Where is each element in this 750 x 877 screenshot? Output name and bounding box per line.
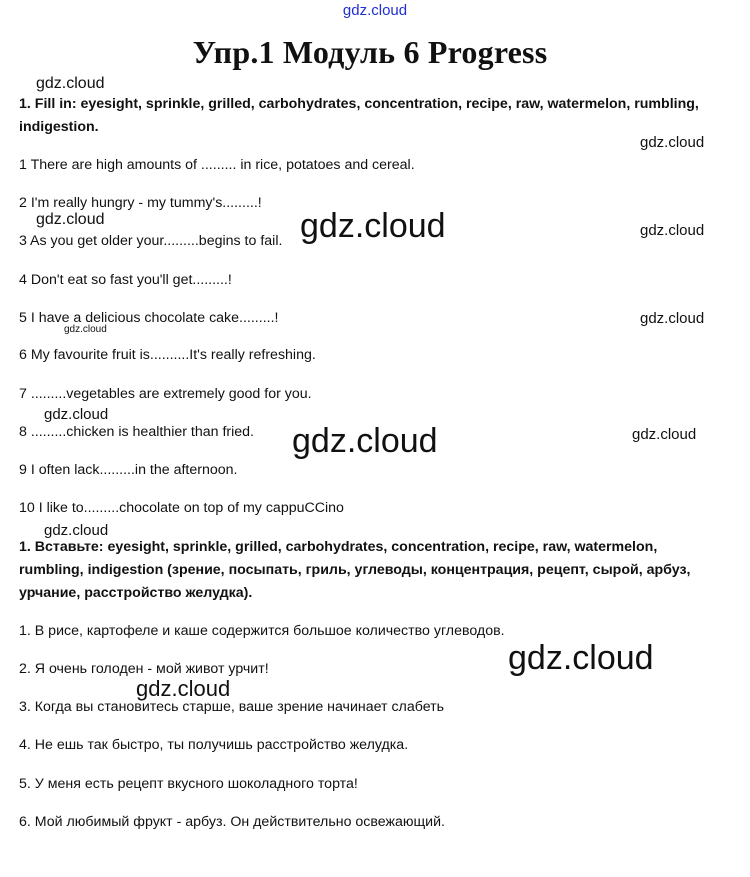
- russian-item-3: 3. Когда вы становитесь старше, ваше зрение начинает слабеть: [19, 699, 444, 715]
- english-item-9: 9 I often lack.........in the afternoon.: [19, 462, 238, 478]
- english-item-8: 8 .........chicken is healthier than fried.: [19, 424, 255, 440]
- russian-item-6: 6. Мой любимый фрукт - арбуз. Он действительно освежающий.: [19, 814, 445, 830]
- watermark: gdz.cloud: [292, 422, 438, 460]
- english-item-7: 7 .........vegetables are extremely good for you.: [19, 386, 312, 402]
- russian-item-5: 5. У меня есть рецепт вкусного шоколадного торта!: [19, 776, 358, 792]
- watermark: gdz.cloud: [36, 75, 105, 92]
- watermark: gdz.cloud: [508, 639, 654, 677]
- russian-item-2: 2. Я очень голоден - мой живот урчит!: [19, 661, 269, 677]
- watermark-top: gdz.cloud: [342, 2, 408, 19]
- watermark: gdz.cloud: [136, 676, 231, 701]
- watermark: gdz.cloud: [36, 211, 105, 228]
- watermark: gdz.cloud: [640, 134, 705, 151]
- watermark: gdz.cloud: [640, 222, 705, 239]
- watermark: gdz.cloud: [44, 522, 109, 539]
- page-title: Упр.1 Модуль 6 Progress: [192, 34, 548, 70]
- watermark: gdz.cloud: [64, 324, 107, 335]
- watermark: gdz.cloud: [44, 406, 109, 423]
- english-item-10: 10 I like to.........chocolate on top of my cappuCCino: [19, 500, 344, 516]
- english-item-2: 2 I'm really hungry - my tummy's.........!: [19, 195, 262, 211]
- english-item-6: 6 My favourite fruit is..........It's really refreshing.: [19, 347, 316, 363]
- english-instruction: 1. Fill in: eyesight, sprinkle, grilled, carbohydrates, concentration, recipe, raw, watermelon, rumbling, indigestion.: [19, 96, 699, 135]
- english-item-3: 3 As you get older your.........begins to fail.: [19, 233, 283, 249]
- watermark: gdz.cloud: [632, 426, 697, 443]
- watermark: gdz.cloud: [640, 310, 705, 327]
- russian-item-4: 4. Не ешь так быстро, ты получишь расстройство желудка.: [19, 737, 409, 753]
- english-item-4: 4 Don't eat so fast you'll get.........!: [19, 272, 232, 288]
- english-item-5: 5 I have a delicious chocolate cake.........!: [19, 310, 279, 326]
- russian-instruction: 1. Вставьте: eyesight, sprinkle, grilled, carbohydrates, concentration, recipe, raw, watermelon, rumbling, indigestion (зрение, посыпать, гриль, углеводы, концентрация, рецепт, сырой, арбуз, урчание, расстройство желудка).: [19, 539, 691, 601]
- watermark: gdz.cloud: [300, 207, 446, 245]
- russian-item-1: 1. В рисе, картофеле и каше содержится большое количество углеводов.: [19, 623, 505, 639]
- english-item-1: 1 There are high amounts of ......... in rice, potatoes and cereal.: [19, 157, 415, 173]
